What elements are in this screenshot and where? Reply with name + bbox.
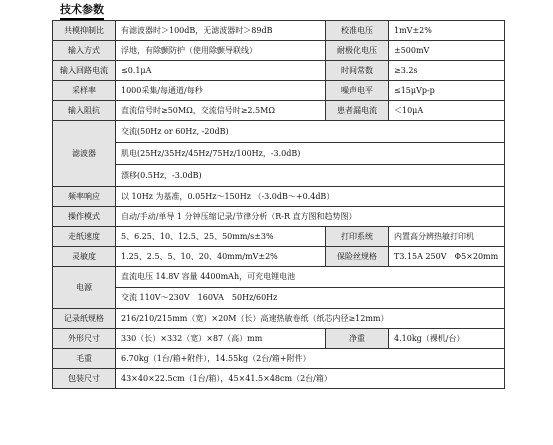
row-label-input-current: 输入回路电流 [53, 61, 116, 81]
row-value-input-mode: 浮地，有除颤防护（使用除颤导联线） [116, 41, 326, 61]
row-value-gross-weight: 6.70kg（1台/箱+附件），14.55kg（2台/箱+附件） [116, 349, 505, 369]
row-label-cmrr: 共模抑制比 [53, 21, 116, 41]
row-value-leakage: ＜10μA [389, 101, 505, 121]
table-row [53, 309, 505, 329]
row-label-net-weight: 净重 [326, 329, 389, 349]
table-row [53, 41, 505, 61]
row-value-operation: 自动/手动/单导 1 分钟压缩记录/节律分析（R-R 直方图和趋势图） [116, 207, 505, 227]
row-label-sampling: 采样率 [53, 81, 116, 101]
row-label-gross-weight: 毛重 [53, 349, 116, 369]
table-row [53, 21, 505, 41]
row-value-sensitivity: 1.25、2.5、5、10、20、40mm/mV±2% [116, 247, 326, 267]
row-value-polarization: ±500mV [389, 41, 505, 61]
row-value-filter-emg: 肌电(25Hz/35Hz/45Hz/75Hz/100Hz，-3.0dB) [116, 143, 505, 165]
table-row [53, 165, 505, 187]
section-title: 技术参数 [60, 3, 104, 20]
table-row [53, 121, 505, 143]
row-label-filter: 滤波器 [53, 121, 116, 187]
table-row [53, 101, 505, 121]
row-label-polarization: 耐极化电压 [326, 41, 389, 61]
row-value-impedance: 直流信号时≥50MΩ，交流信号时≥2.5MΩ [116, 101, 326, 121]
table-row [53, 267, 505, 288]
row-label-time-constant: 时间常数 [326, 61, 389, 81]
row-value-filter-ac: 交流(50Hz or 60Hz, -20dB) [116, 121, 505, 143]
row-value-fuse: T3.15A 250V Φ5×20mm [389, 247, 505, 267]
row-label-freq-response: 频率响应 [53, 187, 116, 207]
row-label-input-mode: 输入方式 [53, 41, 116, 61]
row-label-paper-speed: 走纸速度 [53, 227, 116, 247]
row-label-impedance: 输入阻抗 [53, 101, 116, 121]
row-value-paper-speed: 5、6.25、10、12.5、25、50mm/s±3% [116, 227, 326, 247]
row-value-paper: 216/210/215mm（宽）×20M（长）高速热敏卷纸（纸芯内径≥12mm） [116, 309, 505, 329]
table-row [53, 247, 505, 267]
table-row [53, 349, 505, 369]
row-value-freq-response: 以 10Hz 为基准，0.05Hz～150Hz （-3.0dB～+0.4dB） [116, 187, 505, 207]
row-value-calibration: 1mV±2% [389, 21, 505, 41]
row-label-print-system: 打印系统 [326, 227, 389, 247]
row-value-power-dc: 直流电压 14.8V 容量 4400mAh，可充电锂电池 [116, 267, 505, 288]
table-row [53, 207, 505, 227]
row-value-filter-drift: 漂移(0.5Hz，-3.0dB) [116, 165, 505, 187]
row-label-operation: 操作模式 [53, 207, 116, 227]
table-row [53, 369, 505, 389]
row-value-noise: ≤15μVp-p [389, 81, 505, 101]
table-row [53, 288, 505, 309]
row-value-power-ac: 交流 110V～230V 160VA 50Hz/60Hz [116, 288, 505, 309]
table-row [53, 227, 505, 247]
row-value-package: 43×40×22.5cm（1台/箱），45×41.5×48cm（2台/箱） [116, 369, 505, 389]
row-value-print-system: 内置高分辨热敏打印机 [389, 227, 505, 247]
row-value-net-weight: 4.10kg（裸机/台） [389, 329, 505, 349]
row-value-cmrr: 有滤波器时＞100dB，无滤波器时＞89dB [116, 21, 326, 41]
row-value-dimensions: 330（长）×332（宽）×87（高）mm [116, 329, 326, 349]
table-row [53, 61, 505, 81]
row-label-power: 电源 [53, 267, 116, 309]
row-label-fuse: 保险丝规格 [326, 247, 389, 267]
row-label-calibration: 校准电压 [326, 21, 389, 41]
table-row [53, 81, 505, 101]
row-label-sensitivity: 灵敏度 [53, 247, 116, 267]
row-label-dimensions: 外形尺寸 [53, 329, 116, 349]
row-value-sampling: 1000采集/每通道/每秒 [116, 81, 326, 101]
spec-table [52, 20, 505, 389]
table-row [53, 143, 505, 165]
row-label-package: 包装尺寸 [53, 369, 116, 389]
table-row [53, 187, 505, 207]
row-label-paper: 记录纸规格 [53, 309, 116, 329]
row-value-time-constant: ≥3.2s [389, 61, 505, 81]
row-value-input-current: ≤0.1μA [116, 61, 326, 81]
row-label-noise: 噪声电平 [326, 81, 389, 101]
table-row [53, 329, 505, 349]
row-label-leakage: 患者漏电流 [326, 101, 389, 121]
